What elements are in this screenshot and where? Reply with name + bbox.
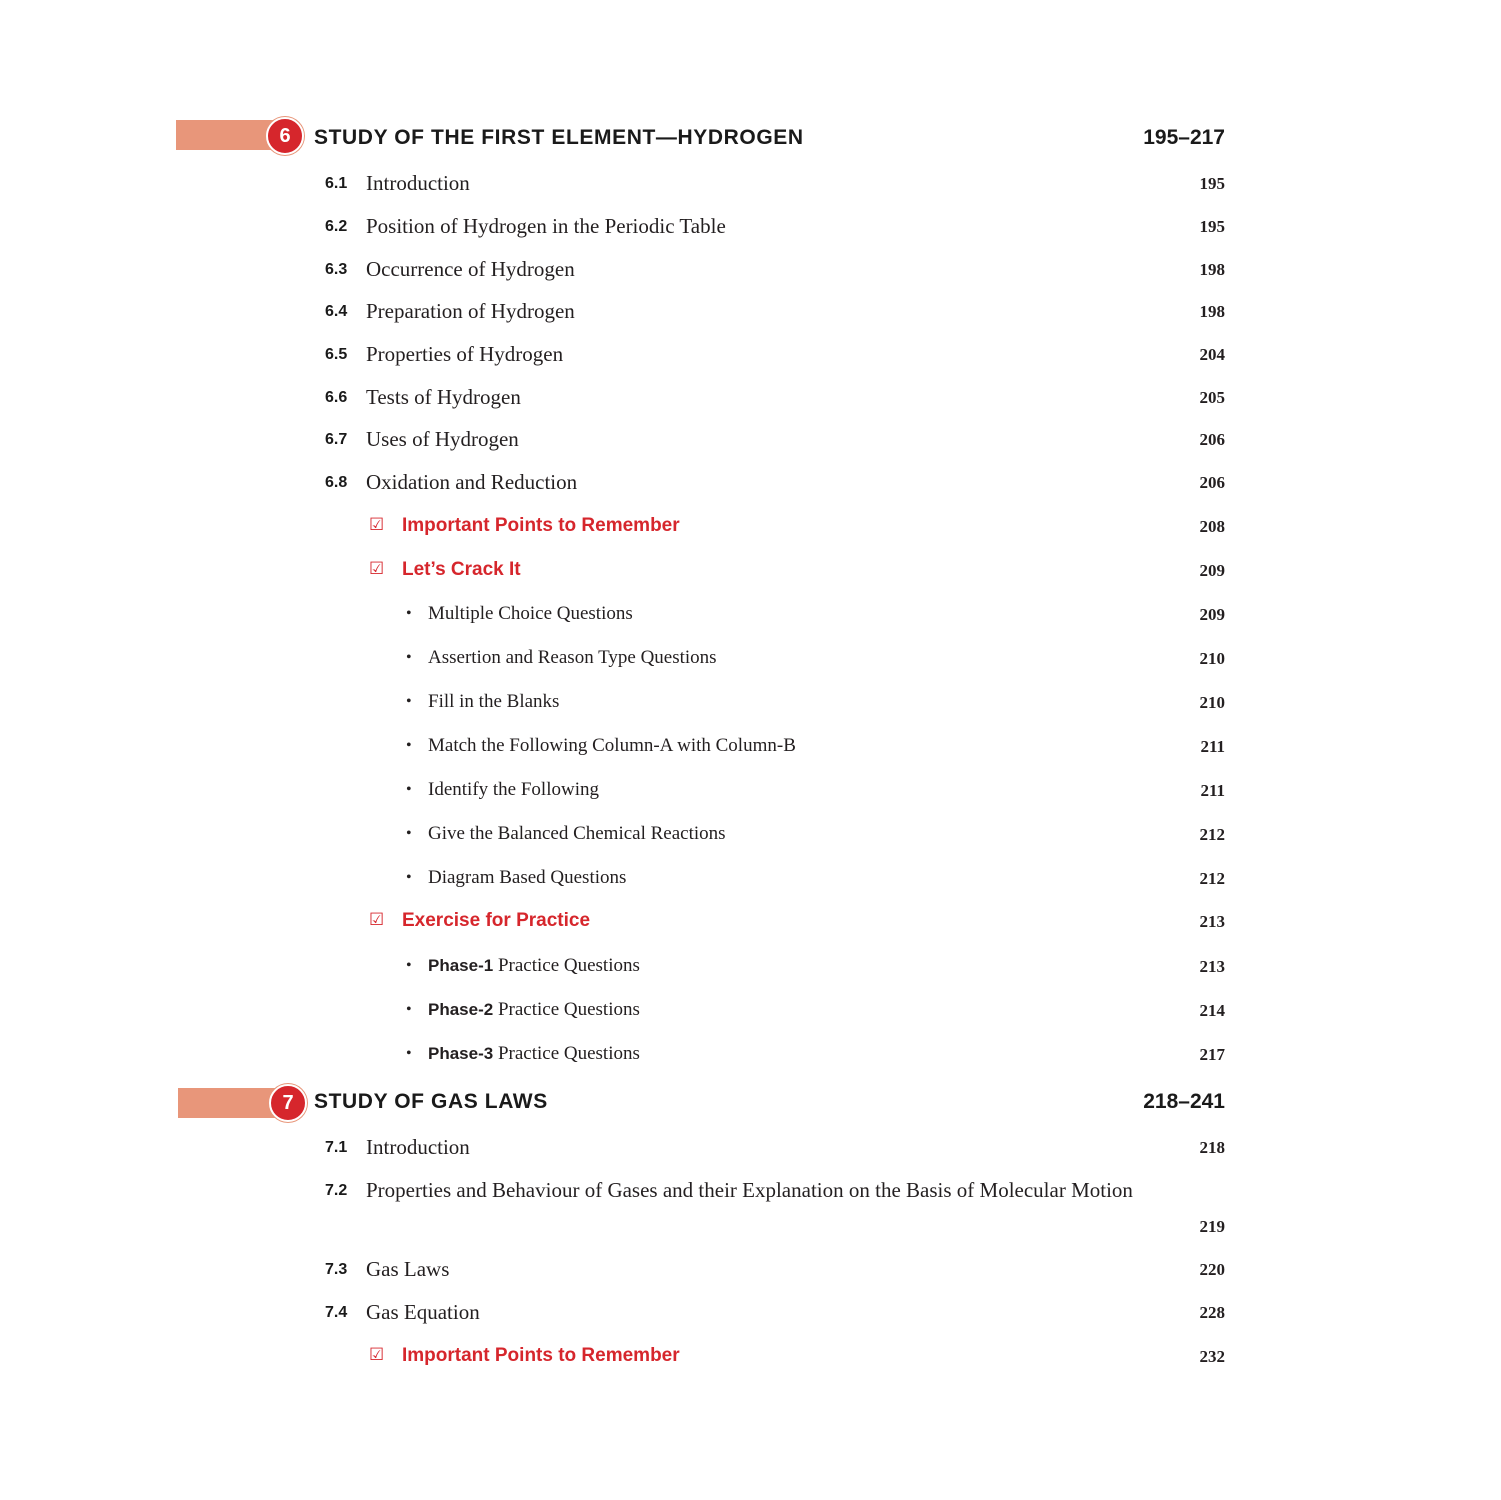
page-number: 206: [1199, 430, 1225, 449]
page-number: 213: [1199, 957, 1225, 976]
chapter-title: STUDY OF GAS LAWS: [314, 1090, 548, 1113]
phase-label: Phase-2: [428, 1000, 494, 1019]
page-number: 232: [1199, 1347, 1225, 1366]
item-title: Diagram Based Questions: [428, 867, 627, 888]
chapter-page-range: 218–241: [1143, 1090, 1225, 1113]
page-number: 219: [1199, 1217, 1225, 1236]
bullet-icon: •: [406, 693, 412, 710]
highlight-title: Important Points to Remember: [402, 1345, 680, 1366]
section-number: 7.1: [325, 1139, 348, 1156]
highlight-title: Exercise for Practice: [402, 910, 591, 931]
item-title: Assertion and Reason Type Questions: [428, 647, 717, 668]
section-number: 6.7: [325, 431, 348, 448]
page-number: 228: [1199, 1303, 1225, 1322]
section-number: 7.4: [325, 1304, 348, 1321]
item-title: Identify the Following: [428, 779, 599, 800]
page-number: 211: [1200, 737, 1225, 756]
page-number: 195: [1199, 174, 1225, 193]
chapter-bar: [176, 120, 276, 150]
page-number: 198: [1199, 260, 1225, 279]
section-number: 6.3: [325, 261, 348, 278]
checkbox-icon: ☑: [369, 559, 385, 579]
section-title: Introduction: [366, 1135, 470, 1159]
bullet-icon: •: [406, 737, 412, 754]
checkbox-icon: ☑: [369, 515, 385, 535]
page-number: 204: [1199, 345, 1225, 364]
item-title: [428, 953, 640, 979]
bullet-icon: •: [406, 605, 412, 622]
item-title: [428, 1041, 640, 1067]
chapter-number-badge: 6: [266, 117, 304, 155]
page-number: 212: [1199, 869, 1225, 888]
page-number: 218: [1199, 1138, 1225, 1157]
phase-label: Phase-3: [428, 1044, 494, 1063]
page-number: 195: [1199, 217, 1225, 236]
checkbox-icon: ☑: [369, 1345, 385, 1365]
page-number: 213: [1199, 912, 1225, 931]
section-number: 6.2: [325, 218, 348, 235]
chapter-title: STUDY OF THE FIRST ELEMENT—HYDROGEN: [314, 126, 804, 149]
chapter-bar: [178, 1088, 278, 1118]
section-title: Preparation of Hydrogen: [366, 299, 575, 323]
phase-text: Practice Questions: [493, 955, 640, 976]
bullet-icon: •: [406, 957, 412, 974]
bullet-icon: •: [406, 1045, 412, 1062]
section-number: 6.1: [325, 175, 348, 192]
section-title: Position of Hydrogen in the Periodic Table: [366, 214, 726, 238]
bullet-icon: •: [406, 649, 412, 666]
section-title: Oxidation and Reduction: [366, 470, 578, 494]
section-title: Gas Laws: [366, 1257, 450, 1281]
page-number: 220: [1199, 1260, 1225, 1279]
item-title: Multiple Choice Questions: [428, 603, 633, 624]
page-number: 217: [1199, 1045, 1225, 1064]
checkbox-icon: ☑: [369, 910, 385, 930]
highlight-title: Important Points to Remember: [402, 515, 680, 536]
section-number: 6.5: [325, 346, 348, 363]
page-number: 206: [1199, 473, 1225, 492]
section-number: 6.4: [325, 303, 348, 320]
phase-text: Practice Questions: [493, 999, 640, 1020]
section-title: Occurrence of Hydrogen: [366, 257, 575, 281]
page-number: 205: [1199, 388, 1225, 407]
section-title: Tests of Hydrogen: [366, 385, 521, 409]
section-title: Introduction: [366, 171, 470, 195]
chapter-number-badge: 7: [269, 1084, 307, 1122]
item-title: [428, 997, 640, 1023]
section-title: Properties of Hydrogen: [366, 342, 564, 366]
section-number: 6.8: [325, 474, 348, 491]
section-title: Properties and Behaviour of Gases and their Explanation on the Basis of Molecular Motion: [366, 1178, 1133, 1202]
chapter-page-range: 195–217: [1143, 126, 1225, 149]
bullet-icon: •: [406, 825, 412, 842]
page-number: 212: [1199, 825, 1225, 844]
highlight-title: Let’s Crack It: [402, 559, 521, 580]
page-number: 210: [1199, 649, 1225, 668]
page-number: 198: [1199, 302, 1225, 321]
phase-label: Phase-1: [428, 956, 494, 975]
item-title: Give the Balanced Chemical Reactions: [428, 823, 726, 844]
bullet-icon: •: [406, 869, 412, 886]
page-number: 210: [1199, 693, 1225, 712]
page-number: 211: [1200, 781, 1225, 800]
section-title: Uses of Hydrogen: [366, 427, 519, 451]
bullet-icon: •: [406, 781, 412, 798]
section-title: Gas Equation: [366, 1300, 480, 1324]
item-title: Match the Following Column-A with Column-B: [428, 735, 796, 756]
item-title: Fill in the Blanks: [428, 691, 560, 712]
page-number: 209: [1199, 561, 1225, 580]
phase-text: Practice Questions: [493, 1043, 640, 1064]
page-number: 209: [1199, 605, 1225, 624]
bullet-icon: •: [406, 1001, 412, 1018]
section-number: 7.2: [325, 1182, 348, 1199]
section-number: 7.3: [325, 1261, 348, 1278]
page-number: 214: [1199, 1001, 1225, 1020]
section-number: 6.6: [325, 389, 348, 406]
page-number: 208: [1199, 517, 1225, 536]
